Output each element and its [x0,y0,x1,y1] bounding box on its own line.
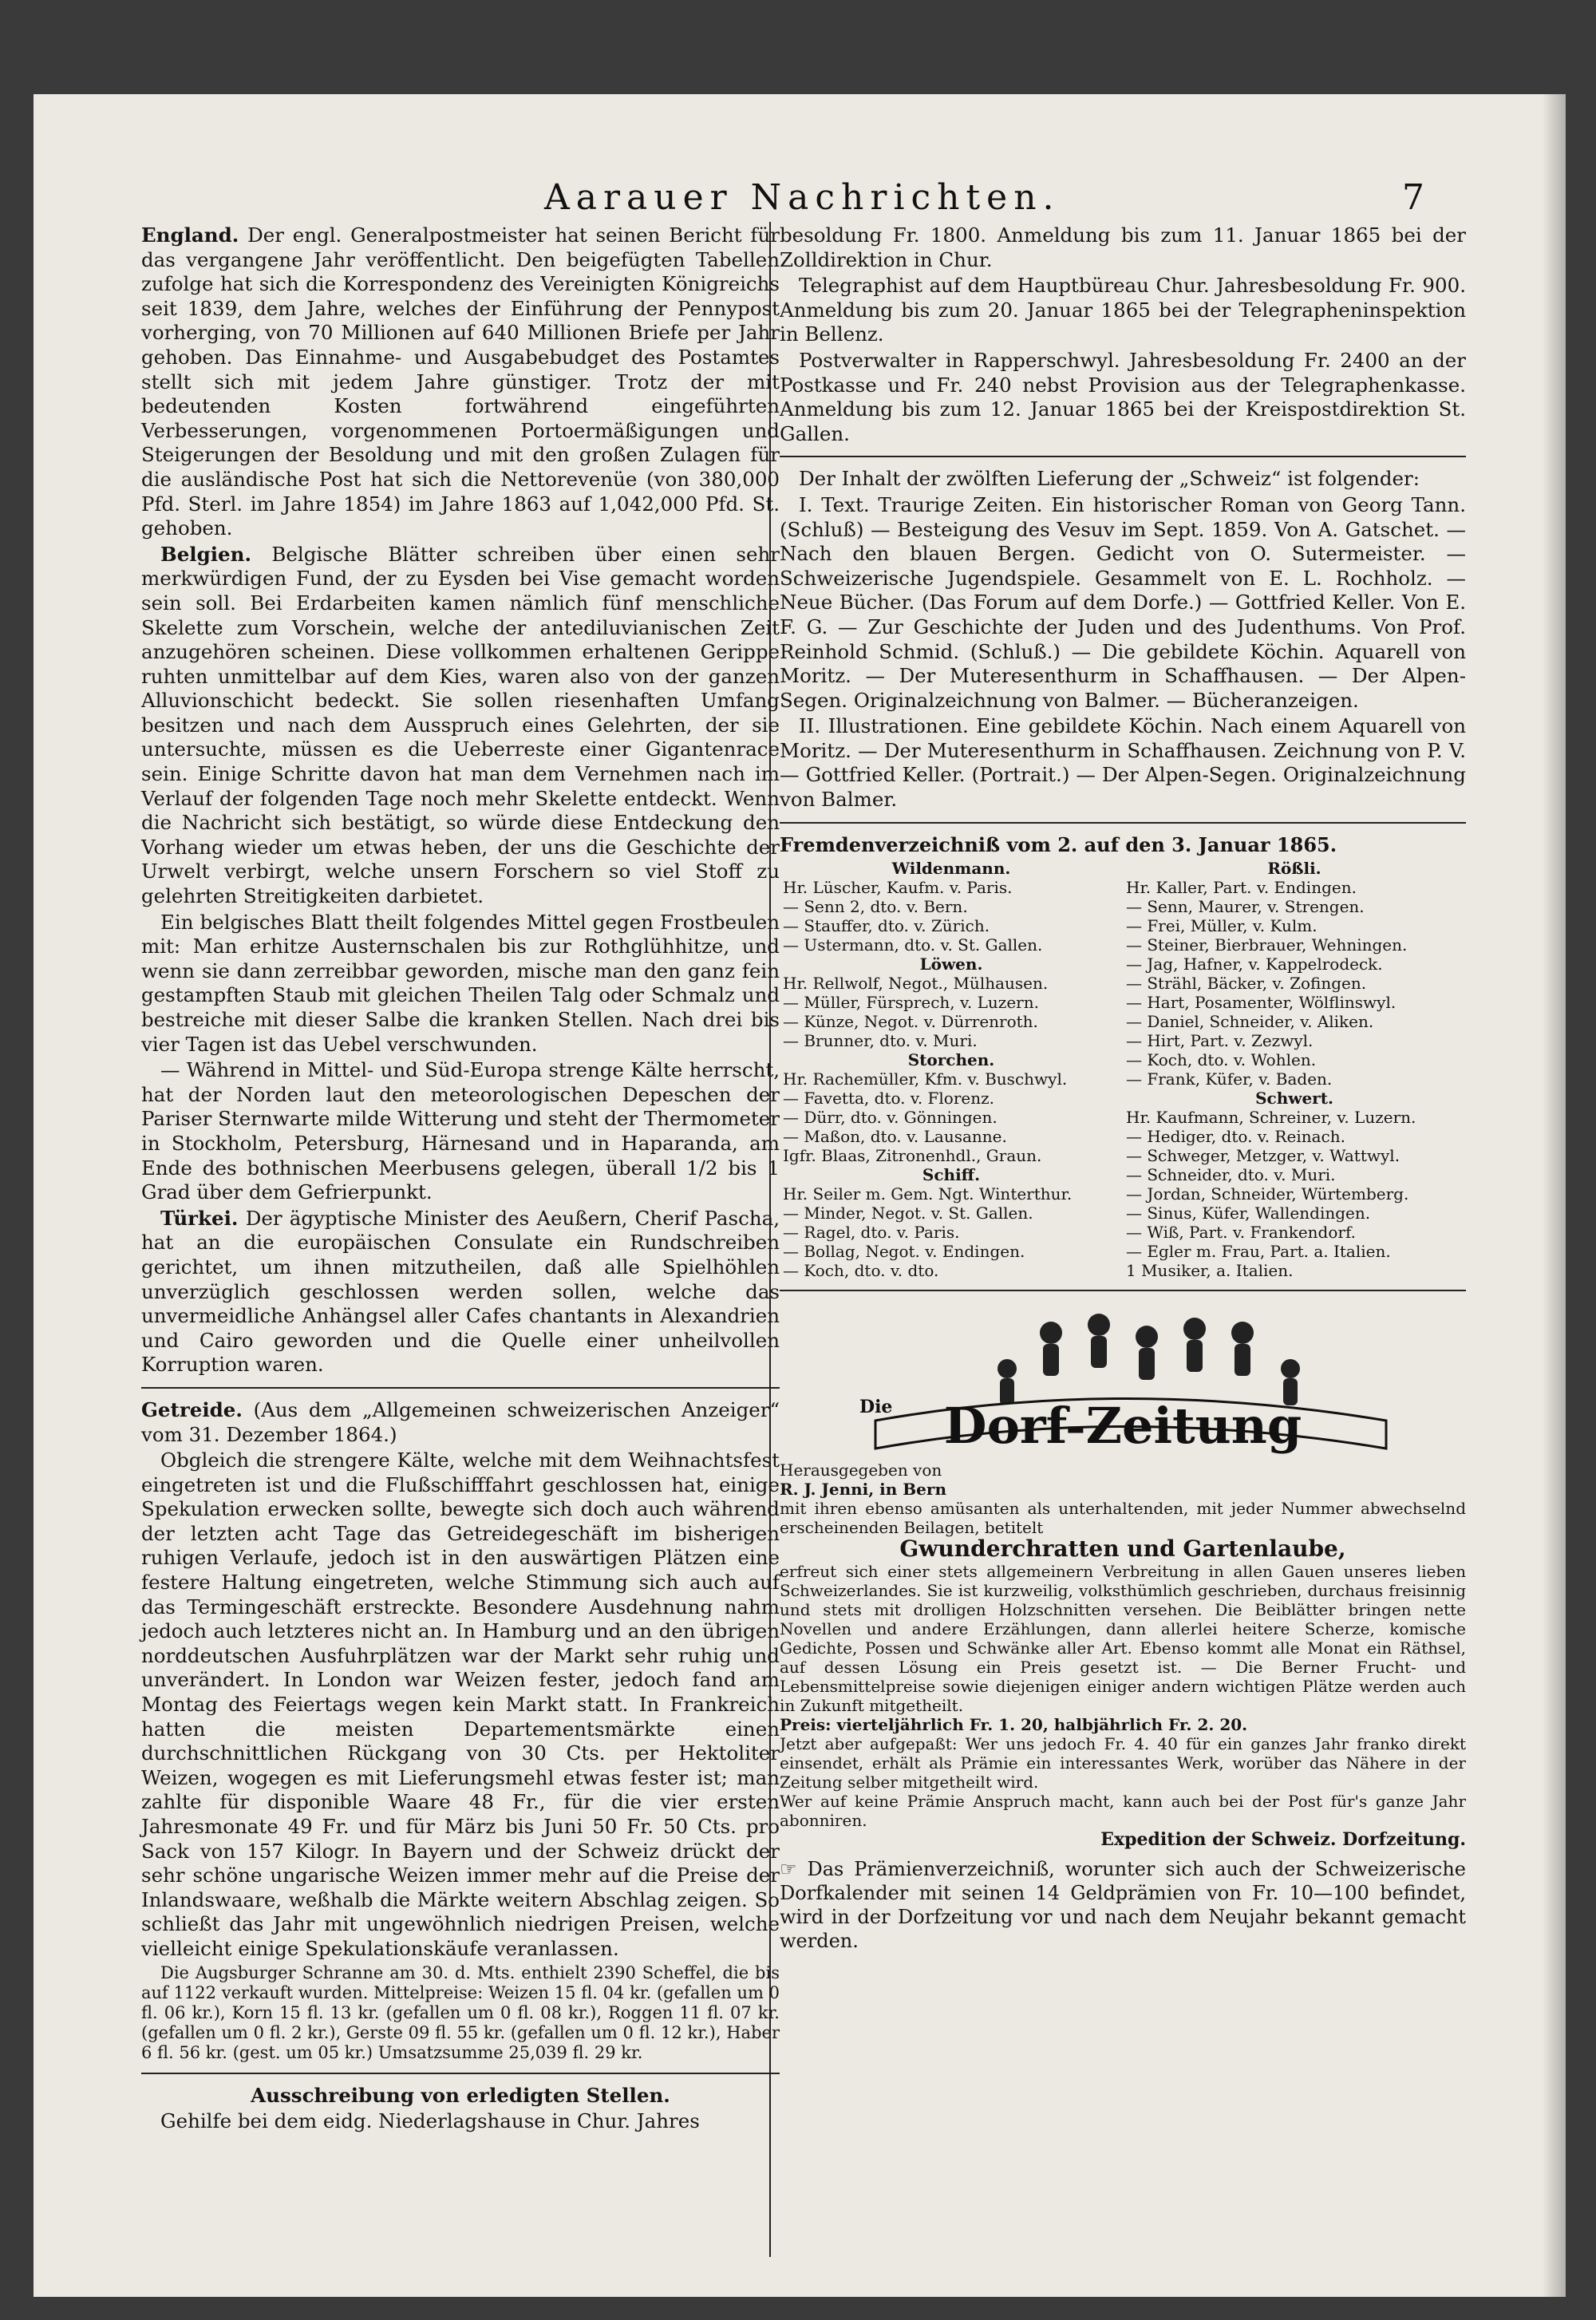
section-title: Ausschreibung von erledigten Stellen. [251,2083,670,2107]
ad-expedition: Expedition der Schweiz. Dorfzeitung. [1100,1828,1466,1850]
guest-entry: Igfr. Blaas, Zitronenhdl., Graun. [783,1146,1042,1166]
divider [141,1387,780,1389]
guest-entry: — Hirt, Part. v. Zezwyl. [1126,1031,1314,1051]
job-listing: Postverwalter in Rapperschwyl. Jahresbesoldung Fr. 2400 an der Postkasse und Fr. 240 nebst Provision aus der Telegraphenkasse. Anmeldung bis zum 12. Januar 1865 bei der Kreispostdirektion St. Gallen. [780,348,1466,445]
divider [141,2073,780,2074]
fremden-title: Fremdenverzeichniß vom 2. auf den 3. Januar 1865. [780,832,1337,856]
guest-entry: — Koch, dto. v. Wohlen. [1126,1050,1317,1070]
hotel-name: Wildenmann. [891,859,1011,879]
guest-entry: Hr. Lüscher, Kaufm. v. Paris. [783,878,1013,898]
guest-entry: Hr. Kaufmann, Schreiner, v. Luzern. [1126,1108,1416,1128]
ad-beilage: Gwunderchratten und Gartenlaube, [899,1535,1346,1563]
guest-entry: — Maßon, dto. v. Lausanne. [783,1127,1007,1147]
dancing-figures-illustration [780,1301,1466,1460]
guest-entry: — Frank, Küfer, v. Baden. [1126,1069,1333,1089]
article-lead: England. [141,223,239,247]
market-report: Die Augsburger Schranne am 30. d. Mts. enthielt 2390 Scheffel, die bis auf 1122 verkauft wurden. Mittelpreise: Weizen 15 fl. 04 kr. (gefallen um 0 fl. 06 kr.), Korn 15 fl. 13 kr. (gefallen um 0 fl. 08 kr.), Roggen 11 fl. 07 kr. (gefallen um 0 fl. 2 kr.), Gerste 09 fl. 55 kr. (gefallen um 0 fl. 12 kr.), Haber 6 fl. 56 kr. (gest. um 05 kr.) Umsatzsumme 25,039 fl. 29 kr. [141,1962,780,2062]
article-source: (Aus dem „Allgemeinen schweizerischen Anzeiger“ vom 31. Dezember 1864.) [141,1397,780,1446]
ad-praemie-text: Das Prämienverzeichniß, worunter sich auch der Schweizerische Dorfkalender mit seinen 14 Geldprämien von Fr. 10—100 befindet, wird in der Dorfzeitung vor und nach dem Neujahr bekannt gemacht werden. [780,1857,1466,1952]
article-text: Der ägyptische Minister des Aeußern, Cherif Pascha, hat an die europäischen Consulate ein Rundschreiben gerichtet, um ihnen mitzutheilen, daß alle Spielhöhlen unverzüglich geschlossen werden sollen, welche das unvermeidliche Anhängsel aller Cafes chantants in Alexandrien und Cairo geworden und die Quelle einer unheilvollen Korruption waren. [141,1206,780,1377]
guest-entry: — Brunner, dto. v. Muri. [783,1031,978,1051]
schweiz-text: I. Text. Traurige Zeiten. Ein historischer Roman von Georg Tann. (Schluß) — Besteigung des Vesuv im Sept. 1859. Von A. Gatschet. — Nach den blauen Bergen. Gedicht von O. Sutermeister. — Schweizerische Jugendspiele. Gesammelt von E. L. Rochholz. — Neue Bücher. (Das Forum auf dem Dorfe.) — Gottfried Keller. Von E. F. G. — Zur Geschichte der Juden und des Judenthums. Von Prof. Reinhold Schmid. (Schluß.) — Die gebildete Köchin. Aquarell von Moritz. — Der Muteresenthurm in Schaffhausen. — Der Alpen-Segen. Originalzeichnung von Balmer. — Bücheranzeigen. [780,492,1466,712]
ad-herausg: Herausgegeben von [780,1460,942,1480]
article-belgien [141,543,780,909]
guest-entry: Hr. Rachemüller, Kfm. v. Buschwyl. [783,1069,1068,1089]
guest-entry: — Senn, Maurer, v. Strengen. [1126,897,1365,917]
guest-entry: — Bollag, Negot. v. Endingen. [783,1242,1025,1262]
hotel-name: Löwen. [919,954,983,974]
fremden-table [780,859,1466,1280]
right-column [780,223,1466,1952]
fremden-left [780,859,1123,1280]
left-column [141,223,780,2136]
guest-entry: — Koch, dto. v. dto. [783,1261,939,1281]
schweiz-intro: Der Inhalt der zwölften Lieferung der „Schweiz“ ist folgender: [799,467,1420,491]
dorfzeitung-ad [780,1301,1466,1952]
guest-entry: — Dürr, dto. v. Gönningen. [783,1108,998,1128]
guest-entry: — Schweger, Metzger, v. Wattwyl. [1126,1146,1400,1166]
article-text: Belgische Blätter schreiben über einen sehr merkwürdigen Fund, der zu Eysden bei Vise gemacht worden sein soll. Bei Erdarbeiten kamen nämlich fünf menschliche Skelette zum Vorschein, welche der antediluvianischen Zeit anzugehören scheinen. Diese vollkommen erhaltenen Gerippe ruhten unmittelbar auf dem Kies, waren also von der ganzen Alluvionschicht bedeckt. Sie sollen riesenhaften Umfang besitzen und nach dem Ausspruch eines Gelehrten, der sie untersuchte, müssen es die Ueberreste einer Gigantenrace sein. Einige Schritte davon hat man dem Vernehmen nach im Verlauf der folgenden Tage noch mehr Skelette entdeckt. Wenn die Nachricht sich bestätigt, so würde diese Entdeckung den Vorhang wieder um etwas heben, der uns die Geschichte der Urwelt verbirgt, welche unsern Forschern so viel Stoff zu gelehrten Streitigkeiten darbietet. [141,542,780,908]
guest-entry: — Stauffer, dto. v. Zürich. [783,916,990,936]
ad-publisher: R. J. Jenni, in Bern [780,1480,946,1500]
guest-entry: 1 Musiker, a. Italien. [1126,1261,1294,1281]
article-paragraph: Obgleich die strengere Kälte, welche mit dem Weihnachtsfest eingetreten ist und die Flußschifffahrt geschlossen hat, einige Spekulation erwecken sollte, bewegte sich doch auch während der letzten acht Tage das Getreidegeschäft im bisherigen ruhigen Verlaufe, jedoch ist in den auswärtigen Plätzen eine festere Haltung eingetreten, welche Stimmung sich auch auf das Termingeschäft erstreckte. Besondere Ausdehnung nahm jedoch auch letzteres nicht an. In Hamburg und an den übrigen norddeutschen Ausfuhrplätzen war der Markt sehr ruhig und unverändert. In London war Weizen fester, jedoch fand am Montag des Feiertags wegen kein Markt statt. In Frankreich hatten die meisten Departementsmärkte einen durchschnittlichen Rückgang von 30 Cts. per Hektoliter Weizen, wogegen es mit Lieferungsmehl etwas fester ist; man zahlte für disponible Waare 48 Fr., für die vier ersten Jahresmonate 49 Fr. und für März bis Juni 50 Fr. 50 Cts. pro Sack von 157 Kilogr. In Bayern und der Schweiz drückt der sehr schöne ungarische Weizen immer mehr auf die Preise der Inlandswaare, weßhalb die Märkte weitern Abschlag zeigen. So schließt das Jahr mit ungewöhnlich niedrigen Preisen, welche vielleicht einige Spekulationskäufe veranlassen. [141,1449,780,1960]
ad-logo [780,1301,1466,1460]
article-paragraph: Ein belgisches Blatt theilt folgendes Mittel gegen Frostbeulen mit: Man erhitze Austernschalen bis zur Rothglühhitze, und wenn sie dann zerreibbar geworden, mische man den ganz fein gestampften Staub mit gleichen Theilen Talg oder Schmalz und bestreiche mit dieser Salbe die kranken Stellen. Nach drei bis vier Tagen ist das Uebel verschwunden. [141,910,780,1056]
guest-entry: — Ragel, dto. v. Paris. [783,1223,960,1243]
article-lead: Türkei. [160,1206,239,1230]
ad-text: erfreut sich einer stets allgemeinern Verbreitung in allen Gauen unseres lieben Schweizerlandes. Sie ist kurzweilig, volksthümlich geschrieben, durchaus freisinnig und stets mit drolligen Holzschnitten versehen. Die Beiblätter bringen nette Novellen und andere Erzählungen, dann allerlei heitere Scherze, komische Gedichte, Possen und Schwänke aller Art. Ebenso kommt alle Monat ein Räthsel, auf dessen Lösung ein Preis gesetzt ist. — Die Berner Frucht- und Lebensmittelpreise sowie diejenigen einiger andern wichtigen Plätze werden auch in Zukunft mitgetheilt. [780,1561,1466,1715]
guest-entry: — Steiner, Bierbrauer, Wehningen. [1126,935,1408,955]
article-getreide [141,1398,780,1447]
ad-die: Die [859,1397,893,1418]
guest-entry: Hr. Rellwolf, Negot., Mülhausen. [783,974,1049,994]
article-tuerkei [141,1207,780,1377]
page-header [34,177,1566,225]
guest-entry: — Künze, Negot. v. Dürrenroth. [783,1012,1038,1032]
hotel-name: Rößli. [1267,859,1321,879]
guest-entry: — Senn 2, dto. v. Bern. [783,897,968,917]
guest-entry: — Schneider, dto. v. Muri. [1126,1165,1336,1185]
guest-entry: — Frei, Müller, v. Kulm. [1126,916,1317,936]
article-lead: Belgien. [160,542,251,566]
article-text: Der engl. Generalpostmeister hat seinen Bericht für das vergangene Jahr veröffentlicht. Den beigefügten Tabellen zufolge hat sich die Korrespondenz des Vereinigten Königreichs seit 1839, dem Jahre, welches der Einführung der Pennypost vorherging, von 70 Millionen auf 640 Millionen Briefe per Jahr gehoben. Das Einnahme- und Ausgabebudget des Postamtes stellt sich mit jedem Jahre günstiger. Trotz der mit bedeutenden Kosten fortwährend eingeführten Verbesserungen, vorgenommenen Portoermäßigungen und Steigerungen der Besoldung und mit den großen Zulagen für die ausländische Post hat sich die Nettorevenüe (von 380,000 Pfd. Sterl. im Jahre 1854) im Jahre 1863 auf 1,042,000 Pfd. St. gehoben. [141,223,780,540]
article-paragraph: — Während in Mittel- und Süd-Europa strenge Kälte herrscht, hat der Norden laut den meteorologischen Depeschen der Pariser Sternwarte milde Witterung und steht der Thermometer in Stockholm, Petersburg, Härnesand und in Haparanda, am Ende des bothnischen Meerbusens gelegen, überall 1/2 bis 1 Grad über dem Gefrierpunkt. [141,1058,780,1204]
page-title: Aarauer Nachrichten. [544,177,1061,218]
newspaper-page [34,94,1566,2297]
ad-text: Jetzt aber aufgepaßt: Wer uns jedoch Fr. 4. 40 für ein ganzes Jahr franko direkt einsendet, erhält als Prämie ein interessantes Werk, worüber das Nähere in der Zeitung selber mitgetheilt wird. [780,1733,1466,1792]
ad-title: Dorf-Zeitung [943,1397,1302,1456]
guest-entry: — Müller, Fürsprech, v. Luzern. [783,993,1039,1013]
ad-text: Wer auf keine Prämie Anspruch macht, kann auch bei der Post für's ganze Jahr abonniren. [780,1791,1466,1830]
guest-entry: Hr. Seiler m. Gem. Ngt. Winterthur. [783,1184,1073,1204]
page-number: 7 [1402,177,1424,218]
guest-entry: — Hediger, dto. v. Reinach. [1126,1127,1345,1147]
divider [780,1290,1466,1291]
guest-entry: — Jordan, Schneider, Würtemberg. [1126,1184,1409,1204]
ad-price: Preis: vierteljährlich Fr. 1. 20, halbjährlich Fr. 2. 20. [780,1714,1248,1734]
fremden-right [1123,859,1466,1280]
divider [780,822,1466,824]
guest-entry: — Minder, Negot. v. St. Gallen. [783,1203,1033,1223]
divider [780,456,1466,457]
ad-praemie [780,1857,1466,1953]
schweiz-illustrations: II. Illustrationen. Eine gebildete Köchin. Nach einem Aquarell von Moritz. — Der Muteresenthurm in Schaffhausen. Zeichnung von P. V. — Gottfried Keller. (Portrait.) — Der Alpen-Segen. Originalzeichnung von Balmer. [780,714,1466,812]
hotel-name: Storchen. [907,1050,995,1070]
guest-entry: — Sinus, Küfer, Wallendingen. [1126,1203,1371,1223]
guest-entry: — Daniel, Schneider, v. Aliken. [1126,1012,1374,1032]
guest-entry: — Hart, Posamenter, Wölflinswyl. [1126,993,1396,1013]
guest-entry: — Jag, Hafner, v. Kappelrodeck. [1126,954,1383,974]
guest-entry: — Ustermann, dto. v. St. Gallen. [783,935,1043,955]
job-listing: Telegraphist auf dem Hauptbüreau Chur. Jahresbesoldung Fr. 900. Anmeldung bis zum 20. Januar 1865 bei der Telegrapheninspektion in Bellenz. [780,274,1466,346]
guest-entry: Hr. Kaller, Part. v. Endingen. [1126,878,1357,898]
article-paragraph: Gehilfe bei dem eidg. Niederlagshause in Chur. Jahres [160,2109,700,2133]
hotel-name: Schwert. [1255,1089,1333,1109]
guest-entry: — Wiß, Part. v. Frankendorf. [1126,1223,1356,1243]
article-england [141,223,780,541]
guest-entry: — Egler m. Frau, Part. a. Italien. [1126,1242,1391,1262]
guest-entry: — Strähl, Bäcker, v. Zofingen. [1126,974,1367,994]
pointing-hand-icon: ☞ [780,1857,797,1880]
ad-intro: mit ihren ebenso amüsanten als unterhaltenden, mit jeder Nummer abwechselnd erscheinenden Beilagen, betitelt [780,1499,1466,1538]
job-listing: besoldung Fr. 1800. Anmeldung bis zum 11. Januar 1865 bei der Zolldirektion in Chur. [780,223,1466,271]
article-lead: Getreide. [141,1397,243,1421]
hotel-name: Schiff. [922,1165,981,1185]
guest-entry: — Favetta, dto. v. Florenz. [783,1089,995,1109]
ad-publisher-line [780,1460,1466,1499]
